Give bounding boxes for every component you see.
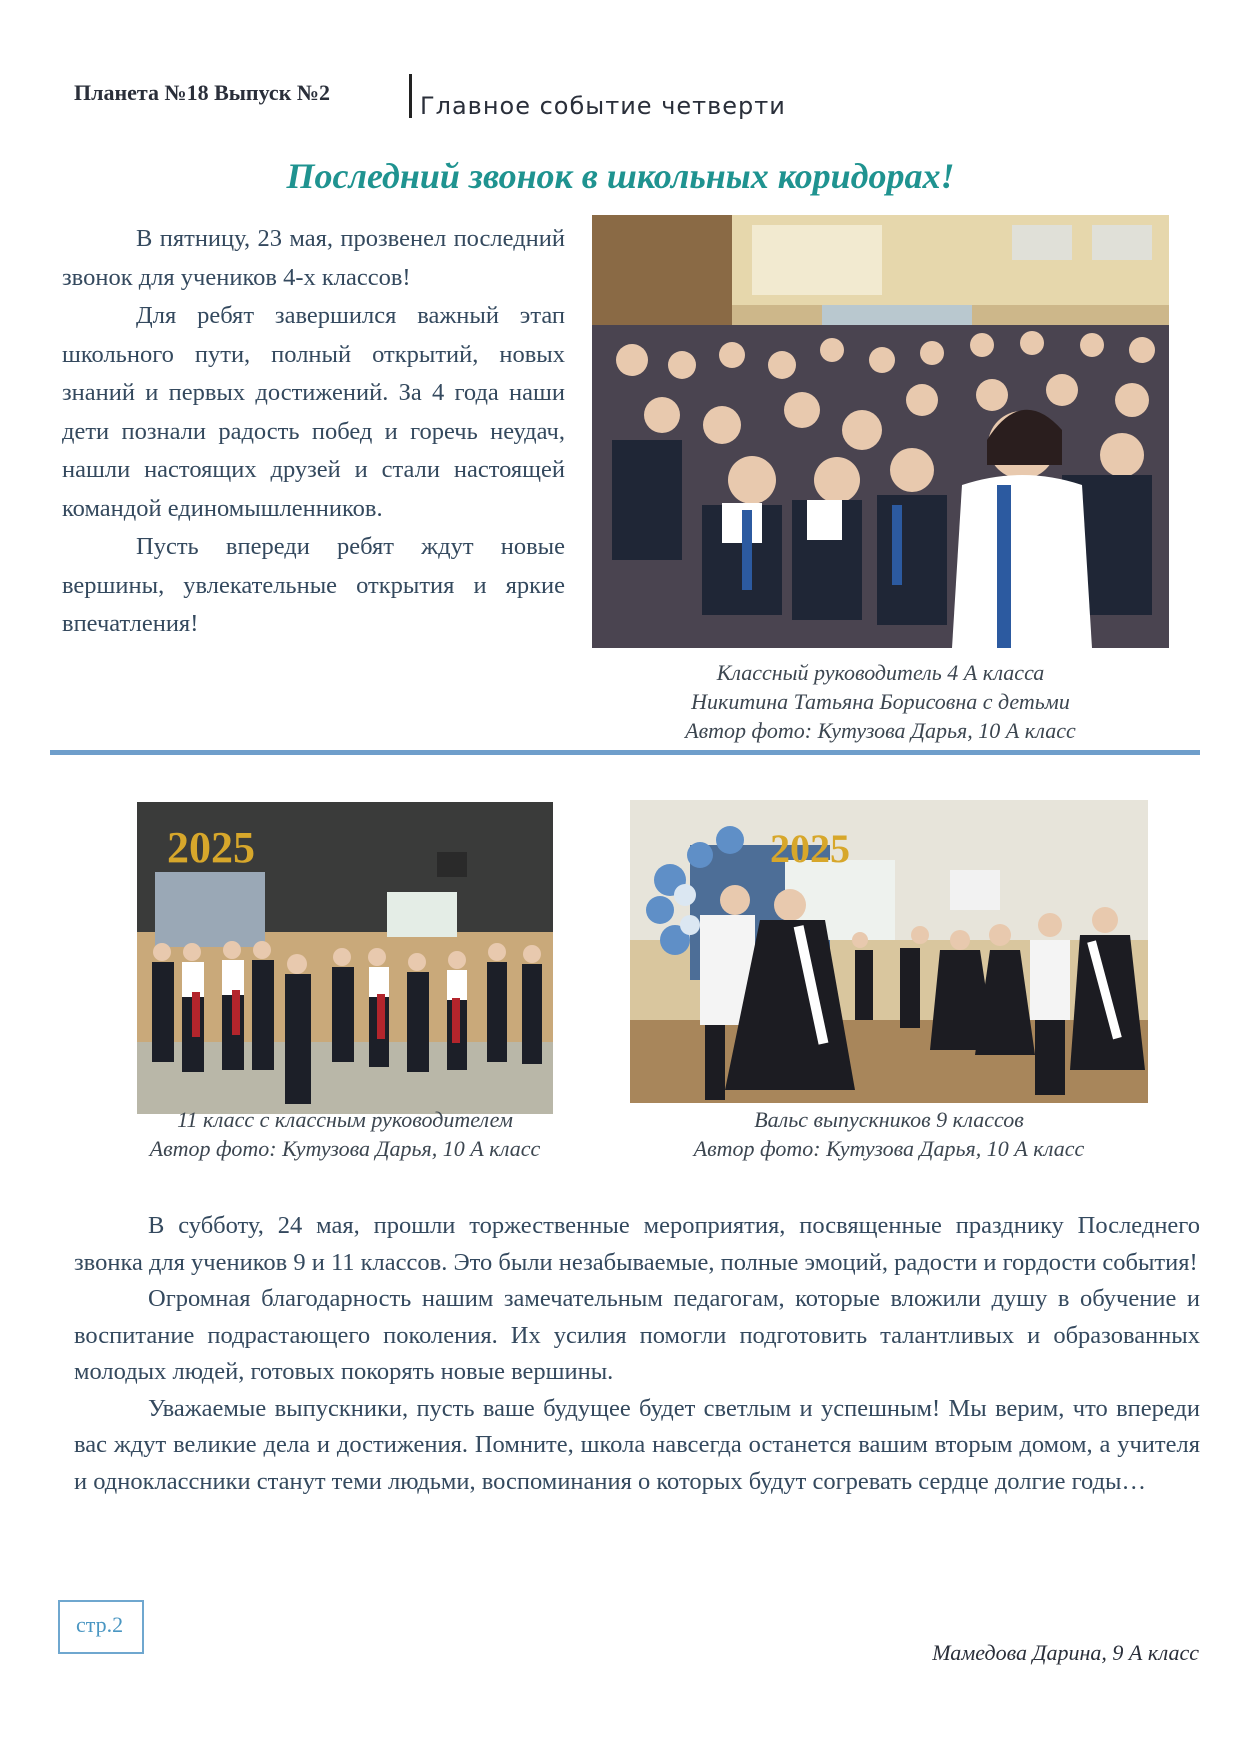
header-divider: [409, 74, 412, 118]
caption-line: Автор фото: Кутузова Дарья, 10 А класс: [685, 718, 1076, 743]
issue-label: Планета №18 Выпуск №2: [74, 80, 330, 105]
intro-paragraph: Для ребят завершился важный этап школьного пути, полный открытий, новых знаний и первых достижений. За 4 года наши дети познали радость побед и горечь неудач, нашли настоящих друзей и стали настоящей командой единомышленников.: [62, 302, 565, 522]
caption-line: Автор фото: Кутузова Дарья, 10 А класс: [149, 1136, 541, 1161]
article-title: Последний звонок в школьных коридорах!: [286, 156, 955, 196]
body-paragraph: В субботу, 24 мая, прошли торжественные мероприятия, посвященные празднику Последнего звонка для учеников 9 и 11 классов. Это были незабываемые, полные эмоций, радости и гордости события!: [74, 1212, 1200, 1276]
caption-line: Вальс выпускников 9 классов: [754, 1107, 1024, 1132]
intro-paragraph: В пятницу, 23 мая, прозвенел последний звонок для учеников 4-х классов!: [62, 225, 565, 291]
page-number: стр.2: [76, 1612, 124, 1637]
author-signature: Мамедова Дарина, 9 А класс: [932, 1640, 1199, 1665]
caption-line: 11 класс с классным руководителем: [177, 1107, 513, 1132]
section-label: Главное событие четверти: [420, 92, 786, 120]
banner-2025: 2025: [167, 823, 255, 872]
photo-class-11: [137, 802, 553, 1114]
body-paragraph: Огромная благодарность нашим замечательным педагогам, которые вложили душу в обучение и воспитание подрастающего поколения. Их усилия помогли подготовить талантливых и образованных молодых людей, готовых покорять новые вершины.: [74, 1285, 1200, 1385]
photo-caption: [630, 1105, 1148, 1163]
main-text: [74, 1208, 1200, 1500]
caption-line: Классный руководитель 4 А класса: [716, 660, 1045, 685]
intro-paragraph: Пусть впереди ребят ждут новые вершины, увлекательные открытия и яркие впечатления!: [62, 533, 565, 637]
caption-line: Никитина Татьяна Борисовна с детьми: [691, 689, 1070, 714]
banner-2025: 2025: [770, 826, 850, 871]
photo-caption: [100, 1105, 590, 1163]
photo-caption: [592, 658, 1169, 745]
caption-line: Автор фото: Кутузова Дарья, 10 А класс: [693, 1136, 1085, 1161]
section-divider: [50, 750, 1200, 755]
photo-waltz-9: [630, 800, 1148, 1103]
photo-class-4a: [592, 215, 1169, 648]
page-number-box: [58, 1600, 144, 1654]
body-paragraph: Уважаемые выпускники, пусть ваше будущее будет светлым и успешным! Мы верим, что впереди вас ждут великие дела и достижения. Помните, школа навсегда останется вашим вторым домом, а учителя и одноклассники станут теми людьми, воспоминания о которых будут согревать сердце долгие годы…: [74, 1394, 1200, 1495]
intro-text: [62, 220, 565, 644]
